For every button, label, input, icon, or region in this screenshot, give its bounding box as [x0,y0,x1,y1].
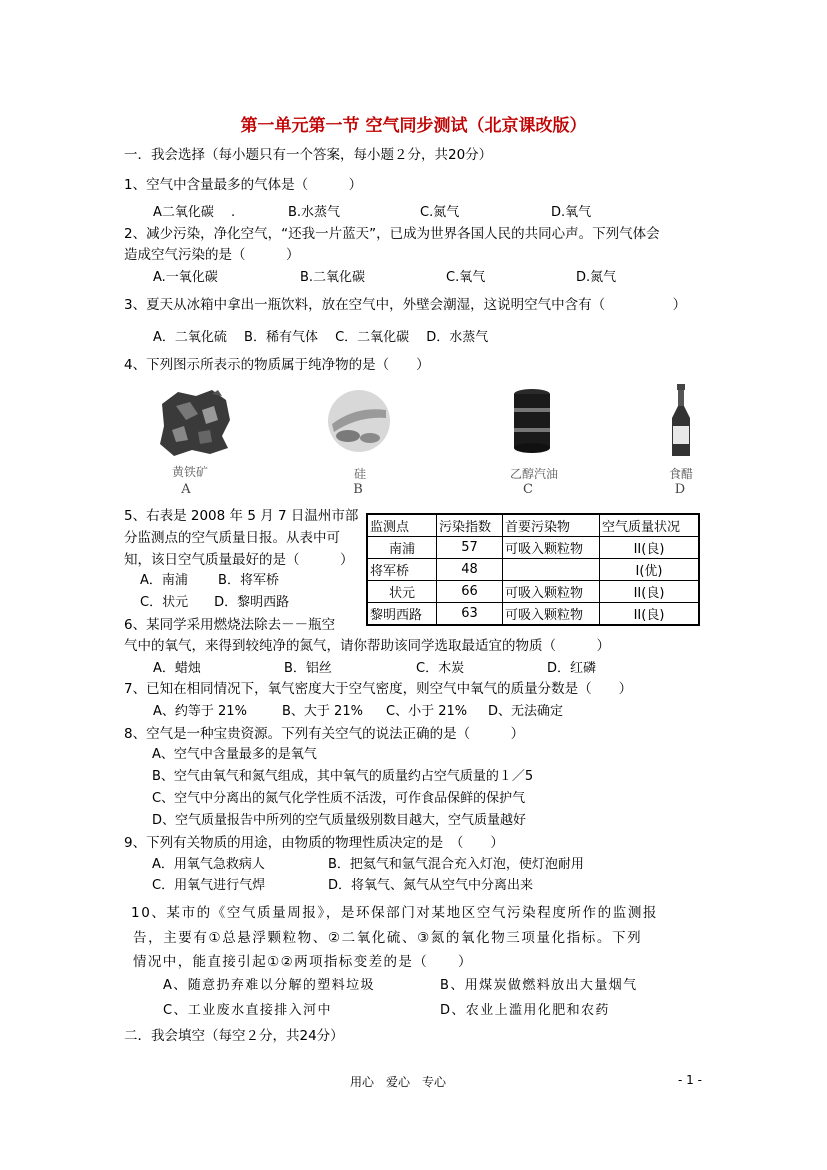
question-8-option-c: C、空气中分离出的氮气化学性质不活泼，可作食品保鲜的保护气 [152,791,526,806]
table-cell: 状元 [367,581,437,603]
question-6-option-b: B．铝丝 [284,661,332,676]
table-cell: 66 [437,581,503,603]
question-8-stem: 8、空气是一种宝贵资源。下列有关空气的说法正确的是（ ） [124,726,525,742]
section-two-heading: 二．我会填空（每空２分，共24分） [124,1028,344,1044]
question-7-option-d: D、无法确定 [488,704,564,719]
question-1-option-d: D.氧气 [551,205,592,220]
question-3-stem: 3、夏天从冰箱中拿出一瓶饮料，放在空气中，外壁会潮湿，这说明空气中含有（ ） [124,297,687,313]
image-a-caption: 黄铁矿 [171,465,208,479]
question-5-options-line-1: A．南浦 B．将军桥 [140,573,279,588]
table-cell: 黎明西路 [367,603,437,626]
question-10-stem-line-3: 情况中，能直接引起①②两项指标变差的是（ ） [133,954,473,970]
image-d-caption: 食醋 [668,467,693,481]
page-number: - 1 - [678,1073,702,1087]
table-row [367,559,699,581]
image-a-letter: A [181,482,191,497]
image-d-letter: D [674,482,686,497]
table-header-cell: 首要污染物 [503,514,600,537]
question-4-stem: 4、下列图示所表示的物质属于纯净物的是（ ） [124,357,430,373]
table-cell: 可吸入颗粒物 [503,581,600,603]
question-7-option-a: A、约等于 21% [153,704,247,719]
pyrite-image [152,386,234,458]
question-6-option-c: C．木炭 [416,661,465,676]
question-8-option-b: B、空气由氧气和氮气组成，其中氧气的质量约占空气质量的１／5 [152,769,534,784]
question-9-option-d: D．将氧气、氮气从空气中分离出来 [328,878,534,893]
question-9-option-b: B．把氦气和氩气混合充入灯泡，使灯泡耐用 [328,857,584,872]
silicon-image [326,388,392,454]
page-title: 第一单元第一节 空气同步测试（北京课改版） [240,116,587,136]
footer-motto: 用心 爱心 专心 [350,1075,447,1089]
table-row [367,581,699,603]
table-cell: II(良) [600,581,700,603]
question-1-stem: 1、空气中含量最多的气体是（ ） [124,177,363,193]
ethanol-gasoline-barrel-image [508,386,556,454]
question-8-option-a: A、空气中含量最多的是氧气 [152,747,317,762]
table-header-cell: 污染指数 [437,514,503,537]
table-cell: 将军桥 [367,559,437,581]
table-cell: II(良) [600,603,700,626]
image-b-caption: 硅 [353,467,366,481]
question-5-options-line-2: C．状元 D．黎明西路 [140,595,290,610]
image-c-caption: 乙醇汽油 [509,467,558,481]
table-cell: 南浦 [367,537,437,559]
image-c-letter: C [523,482,533,497]
question-7-option-b: B、大于 21% [282,704,363,719]
question-1-option-a: A二氧化碳 . [153,205,236,220]
question-9-stem: 9、下列有关物质的用途，由物质的物理性质决定的是 （ ） [124,835,504,851]
question-10-option-a: A、随意扔弃难以分解的塑料垃圾 [163,978,375,993]
question-2-stem-line-2: 造成空气污染的是（ ） [124,247,300,263]
question-10-option-b: B、用煤炭做燃料放出大量烟气 [440,978,638,993]
question-6-stem-line-1: 6、某同学采用燃烧法除去－－瓶空 [124,617,336,633]
question-10-stem-line-2: 告，主要有①总悬浮颗粒物、②二氧化硫、③氮的氧化物三项量化指标。下列 [133,930,643,946]
question-3-options: A．二氧化硫 B．稀有气体 C．二氧化碳 D．水蒸气 [153,330,489,345]
question-1-option-b: B.水蒸气 [288,205,341,220]
table-cell: II(良) [600,537,700,559]
table-row [367,537,699,559]
question-5-stem-line-1: 5、右表是 2008 年 5 月 7 日温州市部 [124,508,359,524]
question-6-stem-line-2: 气中的氧气，来得到较纯净的氮气，请你帮助该同学选取最适宜的物质（ ） [124,638,610,654]
section-one-heading: 一．我会选择（每小题只有一个答案，每小题２分，共20分） [124,147,493,163]
question-2-option-c: C.氧气 [446,270,486,285]
question-10-option-c: C、工业废水直接排入河中 [163,1003,332,1018]
vinegar-bottle-image [668,382,694,458]
question-6-option-a: A．蜡烛 [153,661,201,676]
table-header-row [367,514,699,537]
question-5-stem-line-3: 知，该日空气质量最好的是（ ） [124,552,354,568]
question-1-option-c: C.氮气 [420,205,460,220]
table-row [367,603,699,626]
question-7-option-c: C、小于 21% [386,704,468,719]
table-cell: I(优) [600,559,700,581]
table-cell: 可吸入颗粒物 [503,537,600,559]
question-9-option-c: C．用氧气进行气焊 [152,878,266,893]
question-5-stem-line-2: 分监测点的空气质量日报。从表中可 [124,530,340,546]
table-cell: 可吸入颗粒物 [503,603,600,626]
table-cell: 48 [437,559,503,581]
question-2-option-d: D.氮气 [576,270,617,285]
question-9-option-a: A．用氧气急救病人 [152,857,265,872]
question-2-option-a: A.一氧化碳 [153,270,218,285]
table-header-cell: 监测点 [367,514,437,537]
image-b-letter: B [353,482,363,497]
question-8-option-d: D、空气质量报告中所列的空气质量级别数目越大，空气质量越好 [152,813,527,828]
table-cell: 63 [437,603,503,626]
question-2-stem-line-1: 2、减少污染，净化空气，“还我一片蓝天”，已成为世界各国人民的共同心声。下列气体会 [124,226,660,242]
air-quality-table [366,513,700,626]
question-7-stem: 7、已知在相同情况下，氧气密度大于空气密度，则空气中氧气的质量分数是（ ） [124,681,633,697]
question-6-option-d: D．红磷 [547,661,597,676]
question-10-option-d: D、农业上滥用化肥和农药 [440,1003,610,1018]
table-header-cell: 空气质量状况 [600,514,700,537]
question-10-stem-line-1: 10、某市的《空气质量周报》，是环保部门对某地区空气污染程度所作的监测报 [131,905,659,921]
table-cell [503,559,600,581]
table-cell: 57 [437,537,503,559]
question-2-option-b: B.二氧化碳 [300,270,366,285]
